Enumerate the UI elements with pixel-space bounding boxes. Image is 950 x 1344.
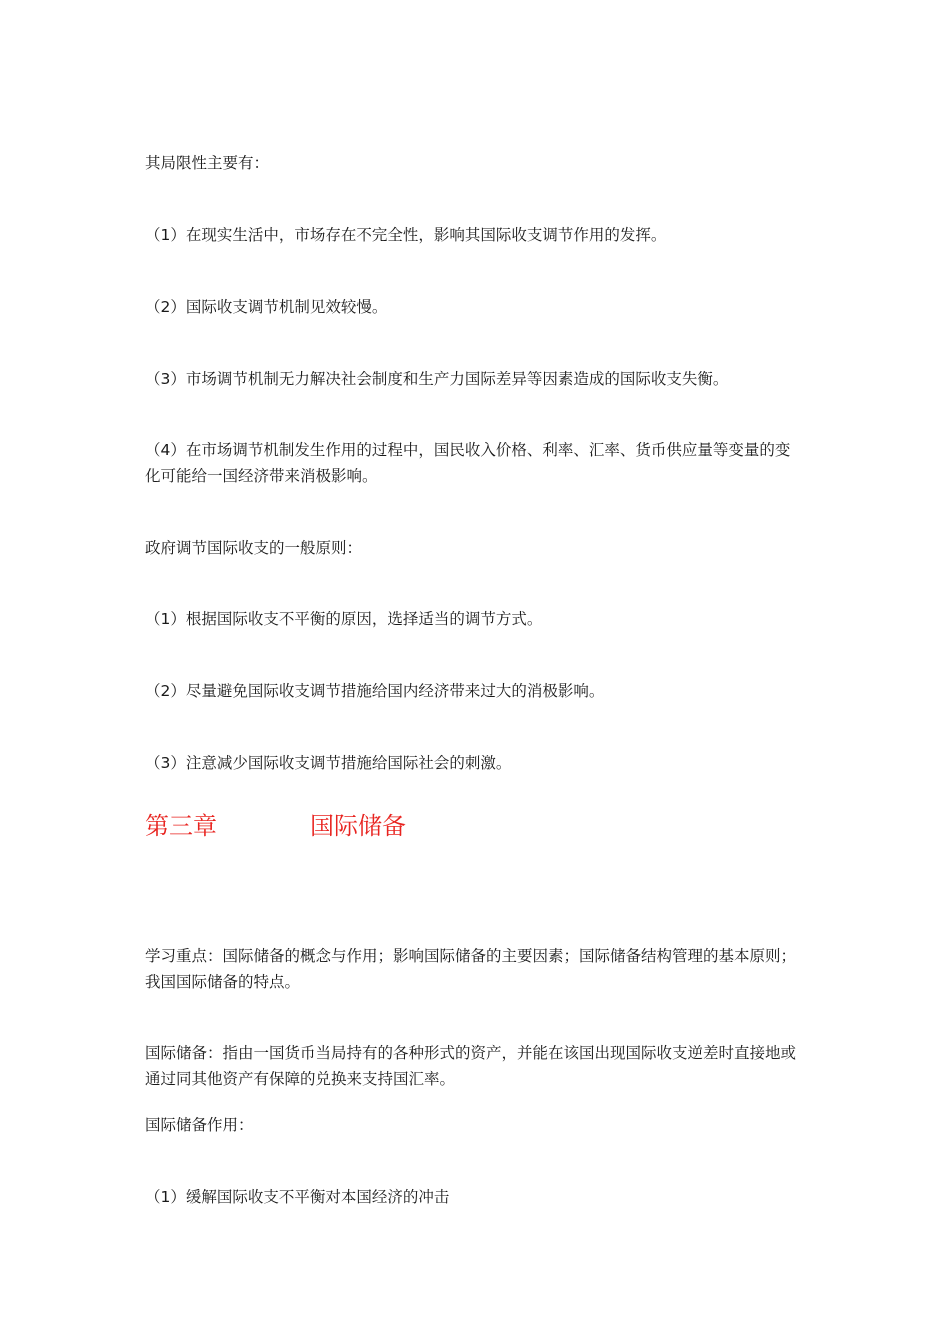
paragraph-reserve-function-1: （1）缓解国际收支不平衡对本国经济的冲击 (145, 1188, 450, 1206)
paragraph-limitation-1: （1）在现实生活中，市场存在不完全性，影响其国际收支调节作用的发挥。 (145, 226, 667, 244)
paragraph-reserve-function-intro: 国际储备作用： (145, 1116, 254, 1134)
paragraph-principle-1: （1）根据国际收支不平衡的原因，选择适当的调节方式。 (145, 610, 543, 628)
paragraph-principle-2: （2）尽量避免国际收支调节措施给国内经济带来过大的消极影响。 (145, 682, 605, 700)
paragraph-principles-intro: 政府调节国际收支的一般原则： (145, 539, 363, 557)
paragraph-study-focus: 学习重点：国际储备的概念与作用；影响国际储备的主要因素；国际储备结构管理的基本原则；我国国际储备的特点。 (145, 947, 797, 991)
paragraph-limitation-2: （2）国际收支调节机制见效较慢。 (145, 298, 388, 316)
paragraph-principle-3: （3）注意减少国际收支调节措施给国际社会的刺激。 (145, 754, 512, 772)
chapter-number: 第三章 (145, 812, 217, 840)
paragraph-limitation-4: （4）在市场调节机制发生作用的过程中，国民收入价格、利率、汇率、货币供应量等变量的变化可能给一国经济带来消极影响。 (145, 441, 791, 485)
paragraph-reserve-definition: 国际储备：指由一国货币当局持有的各种形式的资产，并能在该国出现国际收支逆差时直接地或通过同其他资产有保障的兑换来支持国汇率。 (145, 1044, 797, 1088)
paragraph-limitations-intro: 其局限性主要有： (145, 154, 270, 172)
paragraph-limitation-3: （3）市场调节机制无力解决社会制度和生产力国际差异等因素造成的国际收支失衡。 (145, 370, 729, 388)
chapter-heading (145, 806, 406, 846)
chapter-title: 国际储备 (310, 812, 406, 840)
